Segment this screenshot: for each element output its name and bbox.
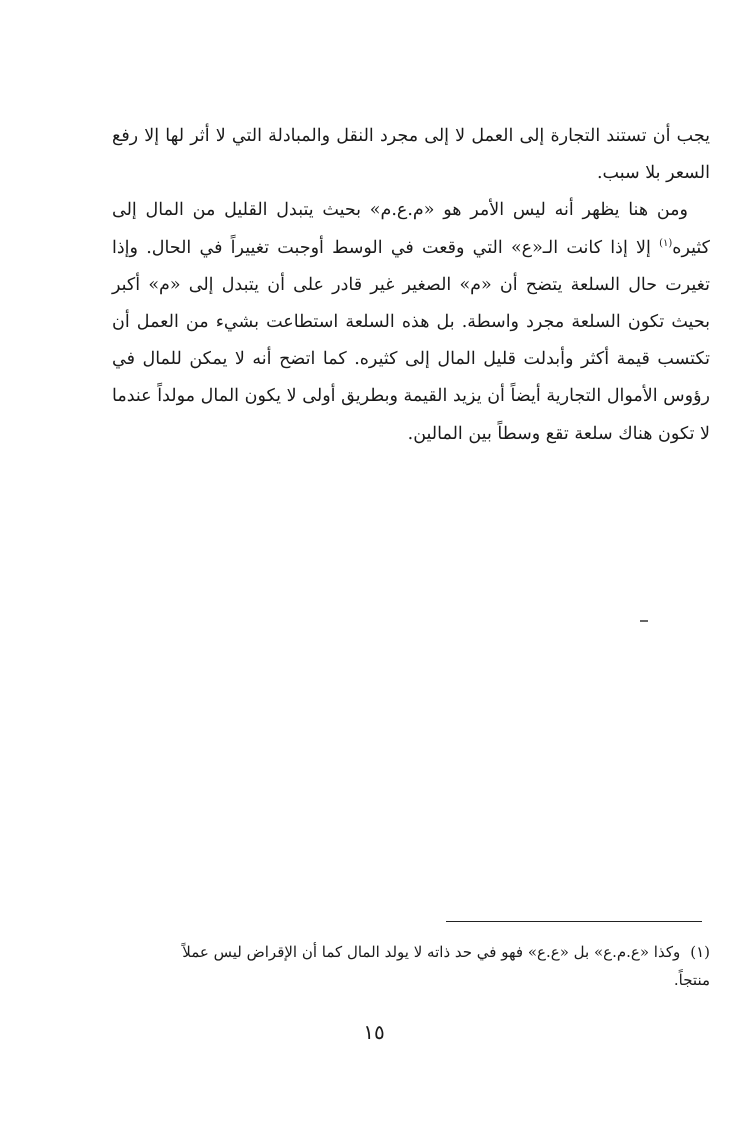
paragraph-1 bbox=[112, 118, 710, 192]
footnote-reference[interactable]: (١) bbox=[659, 237, 673, 249]
paragraph-2 bbox=[112, 192, 710, 452]
footnote-separator bbox=[446, 921, 702, 922]
footnote-continuation: منتجاً. bbox=[673, 971, 710, 989]
main-text bbox=[112, 118, 710, 453]
footnote-text: وكذا «ع.م.ع» بل «ع.ع» فهو في حد ذاته لا يولد المال كما أن الإقراض ليس عملاً bbox=[182, 943, 681, 961]
page-number: ١٥ bbox=[363, 1020, 385, 1044]
scan-mark bbox=[640, 620, 648, 622]
footnote-marker: (١) bbox=[690, 943, 710, 961]
paragraph-2-text-start: ومن هنا يظهر أنه ليس الأمر هو «م.ع.م» بحيث يتبدل القليل من المال إلى كثيره bbox=[112, 200, 710, 258]
paragraph-2-text-end: إلا إذا كانت الـ«ع» التي وقعت في الوسط أوجبت تغييراً في الحال. وإذا تغيرت حال السلعة يتضح أن «م» الصغير غير قادر على أن يتبدل إلى «م» أكبر بحيث تكون السلعة مجرد واسطة. بل هذه السلعة استطاعت بشيء من العمل أن تكتسب قيمة أكثر وأبدلت قليل المال إلى كثيره. كما اتضح أنه لا يمكن للمال في رؤوس الأموال التجارية أيضاً أن يزيد القيمة وبطريق أولى لا يكون المال مولداً عندما لا تكون هناك سلعة تقع وسطاً بين المالين. bbox=[112, 237, 710, 444]
paragraph-1-text: يجب أن تستند التجارة إلى العمل لا إلى مجرد النقل والمبادلة التي لا أثر لها إلا رفع السعر بلا سبب. bbox=[112, 126, 710, 184]
footnote bbox=[112, 938, 710, 994]
